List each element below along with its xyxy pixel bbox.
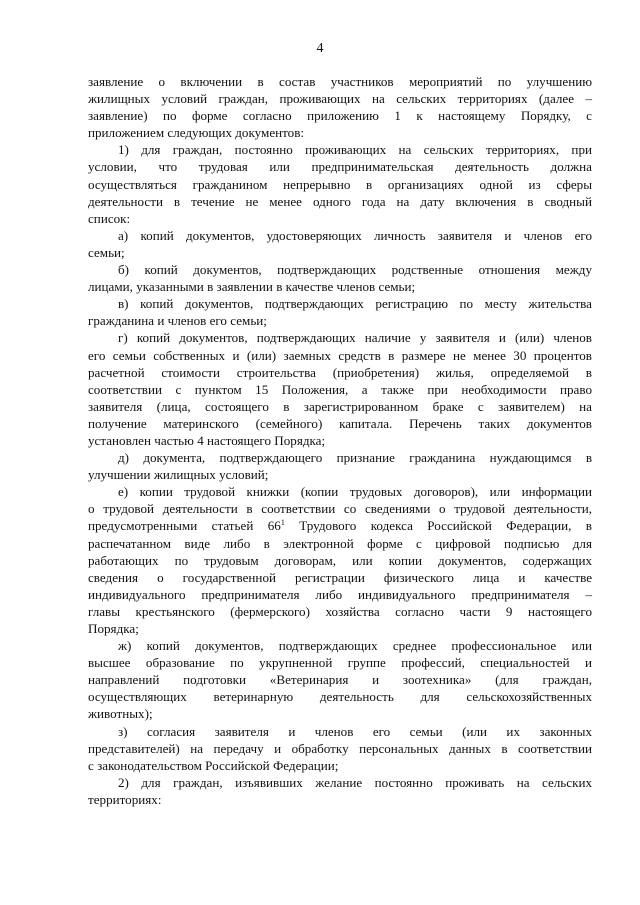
- text-line-content: а) копий документов, удостоверяющих личность заявителя и членов его: [118, 227, 592, 243]
- text-line-content: е) копии трудовой книжки (копии трудовых договоров), или информации: [118, 484, 592, 500]
- text-line: [88, 535, 592, 552]
- text-line: [88, 740, 592, 757]
- text-line: [88, 158, 592, 175]
- text-line: [88, 603, 592, 620]
- text-line: [88, 73, 592, 90]
- text-line-content: территориях:: [88, 791, 162, 807]
- text-line-content: установлен частью 4 настоящего Порядка;: [88, 432, 326, 448]
- text-line-content: 2) для граждан, изъявивших желание постоянно проживать на сельских: [118, 774, 592, 790]
- text-line-content: жилищных условий граждан, проживающих на сельских территориях (далее –: [88, 91, 592, 107]
- text-line: [88, 757, 592, 774]
- text-line-content: получение материнского (семейного) капитала. Перечень таких документов: [88, 415, 592, 431]
- text-line-content: индивидуального предпринимателя либо индивидуального предпринимателя –: [88, 586, 592, 602]
- text-line: [88, 586, 592, 603]
- text-line-content: ж) копий документов, подтверждающих среднее профессиональное или: [118, 638, 592, 654]
- text-line-content: предусмотренными статьей 66: [88, 518, 281, 534]
- superscript: 1: [280, 518, 285, 528]
- text-line-content: его семьи собственных и (или) заемных средств в размере не менее 30 процентов: [88, 347, 592, 363]
- text-line: [88, 569, 592, 586]
- text-line-content: условии, что трудовая или предпринимательская деятельность должна: [88, 159, 592, 175]
- text-line: [88, 364, 592, 381]
- text-line-content: заявление о включении в состав участников мероприятий по улучшению: [88, 74, 592, 89]
- text-line: [88, 244, 592, 261]
- text-line-content: деятельности в течение не менее одного года на дату включения в сводный: [88, 193, 592, 209]
- text-line-content: сведения о государственной регистрации физического лица и качестве: [88, 569, 592, 585]
- text-line: [88, 791, 592, 808]
- body-text: [88, 73, 592, 808]
- text-line: [88, 193, 592, 210]
- text-line: [88, 620, 592, 637]
- text-line-content: главы крестьянского (фермерского) хозяйства согласно части 9 настоящего: [88, 603, 592, 619]
- text-line-content: работающих по трудовым договорам, или копии документов, содержащих: [88, 552, 592, 568]
- text-line-content: высшее образование по укрупненной группе профессий, специальностей и: [88, 655, 592, 671]
- text-line: [88, 671, 592, 688]
- text-line: [88, 347, 592, 364]
- text-line-content: в) копий документов, подтверждающих регистрацию по месту жительства: [118, 296, 592, 312]
- text-line-content: лицами, указанными в заявлении в качестве членов семьи;: [88, 279, 416, 295]
- text-line-content: заявителя (лица, состоящего в зарегистрированном браке с заявителем) на: [88, 398, 592, 414]
- text-line: [88, 688, 592, 705]
- page-number: 4: [316, 41, 324, 56]
- text-line: [88, 210, 592, 227]
- text-line-content: направлений подготовки «Ветеринария и зоотехника» (для граждан,: [88, 672, 592, 688]
- text-line: [88, 227, 592, 244]
- text-line-content: 1) для граждан, постоянно проживающих на сельских территориях, при: [118, 142, 592, 158]
- text-line-content: б) копий документов, подтверждающих родственные отношения между: [118, 262, 592, 278]
- text-line-content: улучшении жилищных условий;: [88, 467, 269, 483]
- text-line: [88, 483, 592, 500]
- text-line-content: осуществляющих ветеринарную деятельность для сельскохозяйственных: [88, 689, 592, 705]
- text-line-content: распечатанном виде либо в электронной форме с цифровой подписью для: [88, 535, 592, 551]
- text-line: [88, 124, 592, 141]
- text-line-content: представителей) на передачу и обработку персональных данных в соответствии: [88, 740, 592, 756]
- text-line: [88, 705, 592, 722]
- text-line: [88, 552, 592, 569]
- text-line: [88, 312, 592, 329]
- text-line-content: г) копий документов, подтверждающих наличие у заявителя и (или) членов: [118, 330, 592, 346]
- text-line-content: приложением следующих документов:: [88, 125, 305, 141]
- text-line-content: заявление) по форме согласно приложению 1 к настоящему Порядку, с: [88, 108, 592, 124]
- text-line: [88, 500, 592, 517]
- text-line: [88, 90, 592, 107]
- text-line-content: с законодательством Российской Федерации;: [88, 757, 339, 773]
- text-line: [88, 466, 592, 483]
- text-line-content: семьи;: [88, 244, 125, 260]
- text-line: [88, 723, 592, 740]
- text-line: [88, 654, 592, 671]
- text-line: [88, 398, 592, 415]
- text-line: [88, 278, 592, 295]
- text-line: [88, 295, 592, 312]
- text-line: [88, 449, 592, 466]
- text-line-content: гражданина и членов его семьи;: [88, 313, 267, 329]
- text-line: [88, 381, 592, 398]
- text-line-content: Трудового кодекса Российской Федерации, в: [284, 518, 592, 534]
- text-line-content: з) согласия заявителя и членов его семьи (или их законных: [118, 723, 592, 739]
- text-line-content: о трудовой деятельности в соответствии со сведениями о трудовой деятельности,: [88, 501, 592, 517]
- text-line: [88, 517, 592, 534]
- text-line: [88, 774, 592, 791]
- text-line-content: список:: [88, 210, 131, 226]
- text-line: [88, 107, 592, 124]
- text-line: [88, 141, 592, 158]
- text-line-content: соответствии с пунктом 15 Положения, а также при необходимости право: [88, 381, 592, 397]
- text-line-content: осуществляться гражданином непрерывно в организациях одной из сферы: [88, 176, 592, 192]
- text-line-content: Порядка;: [88, 621, 139, 636]
- text-line: [88, 261, 592, 278]
- text-line: [88, 432, 592, 449]
- text-line: [88, 637, 592, 654]
- text-line-content: д) документа, подтверждающего признание гражданина нуждающимся в: [118, 450, 592, 466]
- text-line: [88, 176, 592, 193]
- text-line: [88, 329, 592, 346]
- text-line: [88, 415, 592, 432]
- text-line-content: животных);: [88, 706, 153, 722]
- text-line-content: расчетной стоимости строительства (приобретения) жилья, определяемой в: [88, 364, 592, 380]
